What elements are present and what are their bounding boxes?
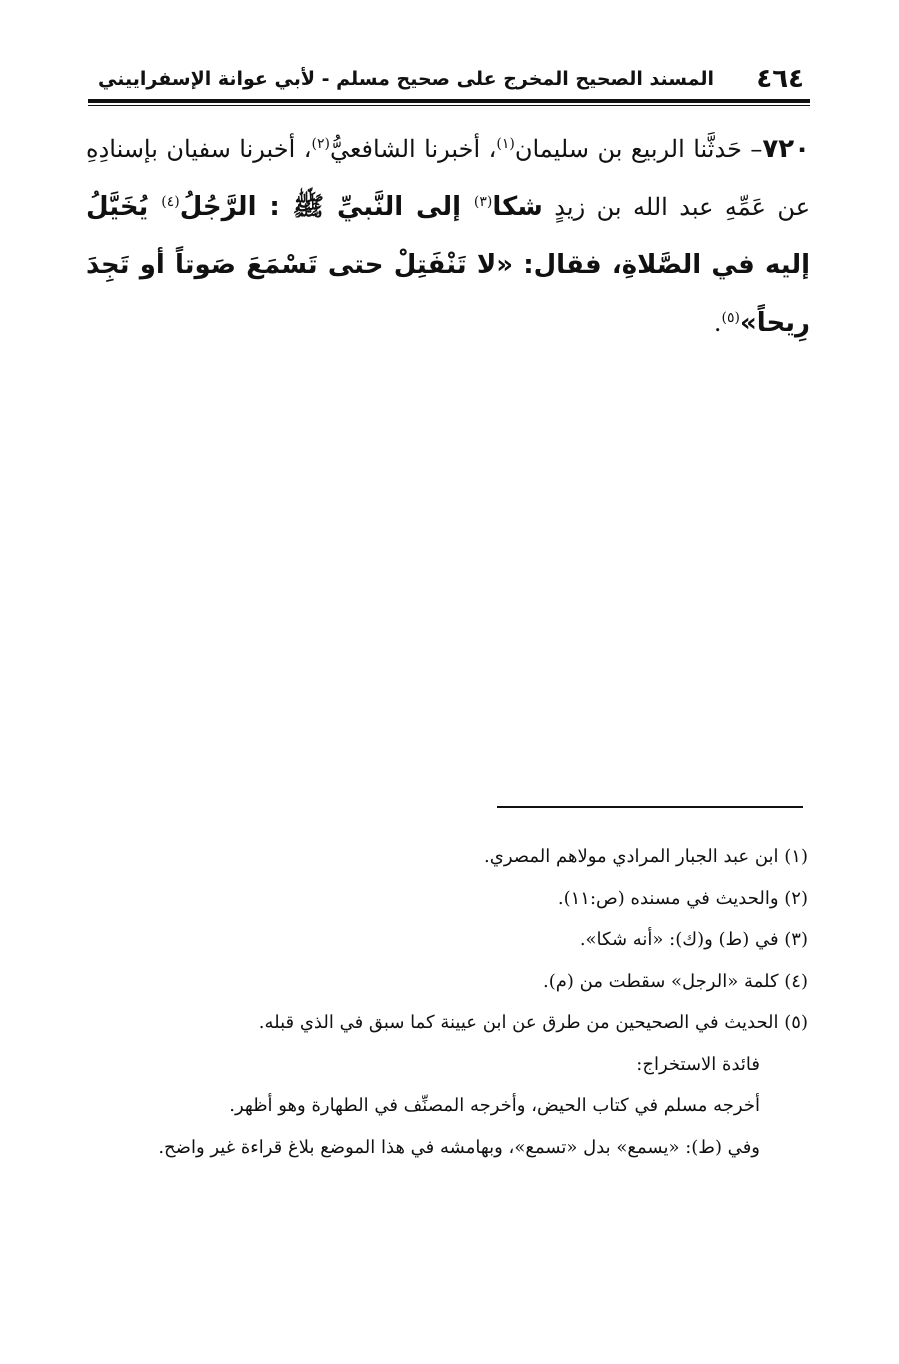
page-number: ٤٦٤ [756, 64, 804, 94]
hadith-text-part: ، أخبرنا الشافعيُّ [329, 135, 497, 163]
footnote-4: (٤) كلمة «الرجل» سقطت من (م). [542, 970, 808, 992]
hadith-text [86, 120, 810, 352]
hadith-text-part: ، أخبرنا سفيان بإسنادِهِ عن عَمِّهِ عبد الله بن زيدٍ [86, 135, 811, 221]
footnote-3: (٣) في (ط) و(ك): «أنه شكا». [579, 929, 808, 950]
hadith-text-part: – حَدثَّنا الربيع بن سليمان [514, 135, 763, 163]
footnote-1: (١) ابن عبد الجبار المرادي مولاهم المصري. [484, 846, 808, 867]
header-rule-thin [88, 105, 810, 106]
footnotes [100, 836, 808, 1168]
footnote-2: (٢) والحديث في مسنده (ص:١١). [557, 887, 808, 909]
footnote-separator [497, 806, 803, 808]
footnote-5: (٥) الحديث في الصحيحين من طرق عن ابن عيينة كما سبق في الذي قبله. [258, 1012, 808, 1033]
footnote-ref-2: (٢) [311, 136, 330, 152]
header-rule [88, 99, 810, 103]
footnote-extraction-line: أخرجه مسلم في كتاب الحيض، وأخرجه المصنِّف في الطهارة وهو أظهر. [229, 1095, 760, 1116]
hadith-number: ٧٢٠ [762, 134, 810, 164]
hadith-bold-part: يُخَيَّلُ إليه في الصَّلاةِ، فقال: «لا تَنْفَتِلْ حتى تَسْمَعَ صَوتاً أو تَجِدَ رِيحاً» [86, 192, 810, 338]
footnote-extraction-line: وفي (ط): «يسمع» بدل «تسمع»، وبهامشه في هذا الموضع بلاغ قراءة غير واضح. [158, 1136, 760, 1158]
footnote-ref-3: (٣) [473, 194, 493, 210]
footnote-ref-4: (٤) [161, 194, 180, 210]
footnote-ref-1: (١) [496, 136, 515, 152]
hadith-bold-part: شكا [492, 192, 543, 222]
page-header [88, 62, 810, 96]
footnote-extraction-heading: فائدة الاستخراج: [636, 1053, 760, 1075]
hadith-end: . [713, 309, 722, 337]
running-title: المسند الصحيح المخرج على صحيح مسلم - لأبي عوانة الإسفراييني [98, 68, 714, 90]
hadith-bold-part: إلى النَّبيِّ ﷺ : الرَّجُلُ [179, 192, 474, 222]
footnote-ref-5: (٥) [721, 310, 740, 326]
